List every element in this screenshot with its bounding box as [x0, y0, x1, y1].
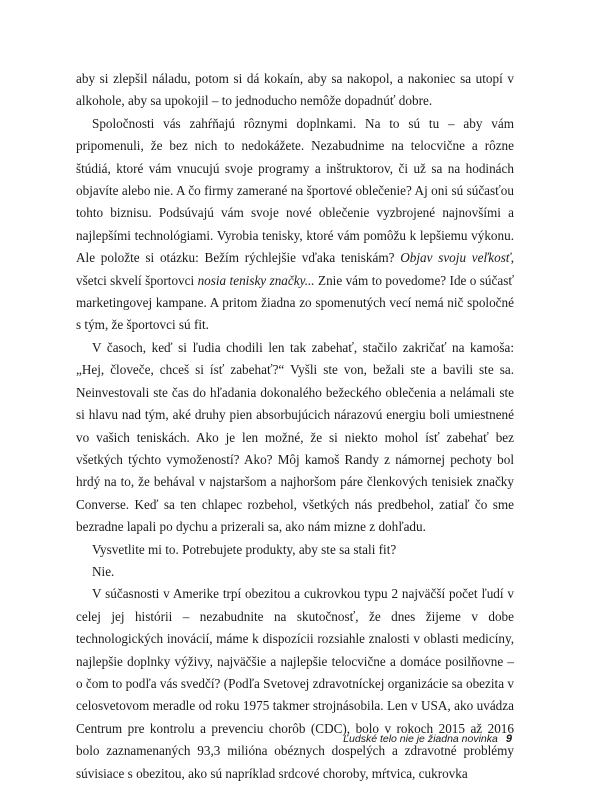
text-run: aby si zlepšil náladu, potom si dá kokaín, aby sa nakopol, a nakoniec sa utopí v alkohole, aby sa upokojil – to jednoducho nemôže dopadnúť dobre.	[76, 71, 514, 109]
paragraph	[76, 68, 514, 113]
text-run: V súčasnosti v Amerike trpí obezitou a cukrovkou typu 2 najväčší počet ľudí v celej jej histórii – nezabudnite na skutočnosť, že dnes žijeme v dobe technologických inovácií, máme k dispozícii rozsiahle znalosti v oblasti medicíny, najlepšie doplnky výživy, najväčšie a najlepšie telocvične a domáce posilňovne – o čom to podľa vás svedčí? (Podľa Svetovej zdravotníckej organizácie sa obezita v celosvetovom meradle od roku 1975 takmer strojnásobila. Len v USA, ako uvádza Centrum pre kontrolu a prevenciu chorôb (CDC), bolo v rokoch 2015 až 2016 bolo zaznamenaných 93,3 milióna obéznych dospelých a zdravotné problémy súvisiace s obezitou, ako sú napríklad srdcové choroby, mŕtvica, cukrovka	[76, 586, 514, 781]
page-number: 9	[505, 733, 512, 745]
body-text	[76, 68, 514, 785]
text-run: Znie vám to povedome? Ide o súčasť marketingovej kampane. A pritom žiadna zo spomenutých vecí nemá nič spoločné s tým, že športovci sú fit.	[76, 272, 514, 333]
paragraph	[76, 539, 514, 561]
paragraph	[76, 561, 514, 583]
text-run: Spoločnosti vás zahŕňajú rôznymi doplnkami. Na to sú tu – aby vám pripomenuli, že bez nich to nedokážete. Nezabudnime na telocvične a rôzne štúdiá, ktoré vám vnucujú svoje programy a inštruktorov, či už sa na hodinách objavíte alebo nie. A čo firmy zamerané na športové oblečenie? Aj oni sú súčasťou tohto biznisu. Podsúvajú vám svoje nové oblečenie vyzbrojené najnovšími a najlepšími technológiami. Vyrobia tenisky, ktoré vám pomôžu k lepšiemu výkonu. Ale položte si otázku: Bežím rýchlejšie vďaka teniskám?	[76, 115, 514, 266]
text-run: Nie.	[92, 563, 115, 579]
text-run: V časoch, keď si ľudia chodili len tak zabehať, stačilo zakričať na kamoša: „Hej, človeče, chceš si ísť zabehať?“ Vyšli ste von, bežali ste a bavili ste sa. Neinvestovali ste čas do hľadania dokonalého bežeckého oblečenia a nelámali ste si hlavu nad tým, aké druhy pien absorbujúcich nárazovú energiu boli umiestnené vo vašich teniskách. Ako je len možné, že si niekto mohol ísť zabehať bez všetkých týchto vymožeností? Ako? Môj kamoš Randy z námornej pechoty bol hrdý na to, že behával v najstaršom a najhoršom páre členkových tenisiek značky Converse. Keď sa ten chlapec rozbehol, všetkých nás predbehol, zatiaľ čo sme bezradne lapali po dychu a prizerali sa, ako nám mizne z dohľadu.	[76, 339, 514, 535]
italic-phrase: Objav svoju veľkosť	[400, 250, 511, 266]
text-run: , všetci skvelí športovci	[76, 250, 514, 288]
paragraph	[76, 583, 514, 785]
paragraph	[76, 113, 514, 337]
italic-phrase: nosia tenisky značky...	[197, 272, 315, 288]
text-run: Vysvetlite mi to. Potrebujete produkty, aby ste sa stali fit?	[92, 541, 397, 557]
paragraph	[76, 337, 514, 539]
page-footer	[343, 733, 512, 745]
running-title: Ľudské telo nie je žiadna novinka	[343, 733, 498, 745]
